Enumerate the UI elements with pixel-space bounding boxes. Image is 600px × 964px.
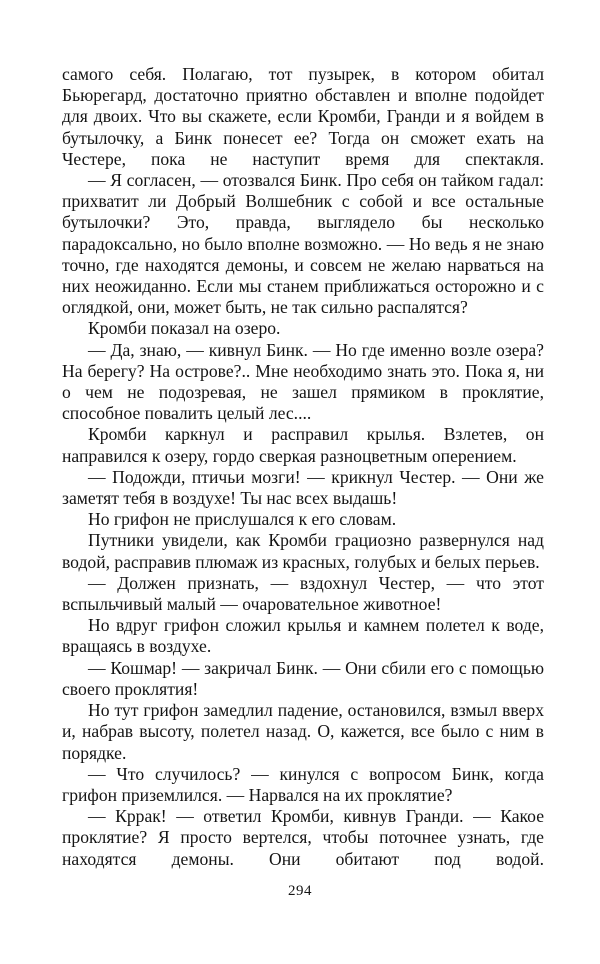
paragraph-13: — Что случилось? — кинулся с вопросом Бинк, когда грифон приземлился. — Нарвался на их проклятие?	[62, 763, 544, 805]
paragraph-14: — Кррак! — ответил Кромби, кивнув Гранди. — Какое проклятие? Я просто вертелся, чтобы поточнее узнать, где находятся демоны. Они обитают под водой.	[62, 806, 544, 869]
paragraph-8: Путники увидели, как Кромби грациозно развернулся над водой, расправив плюмаж из красных, голубых и белых перьев.	[62, 530, 544, 572]
paragraph-12: Но тут грифон замедлил падение, остановился, взмыл вверх и, набрав высоту, полетел назад. О, кажется, все было с ним в порядке.	[62, 700, 544, 763]
paragraph-10: Но вдруг грифон сложил крылья и камнем полетел к воде, вращаясь в воздухе.	[62, 615, 544, 657]
paragraph-6: — Подожди, птичьи мозги! — крикнул Честер. — Они же заметят тебя в воздухе! Ты нас всех выдашь!	[62, 466, 544, 509]
page-number: 294	[288, 883, 312, 899]
paragraph-2: — Я согласен, — отозвался Бинк. Про себя он тайком гадал: прихватит ли Добрый Волшебник с собой и все остальные бутылочки? Это, правда, выглядело бы несколько парадоксально, но было вполне возможно. — Но ведь я не знаю точно, где находятся демоны, и совсем не желаю нарваться на них неожиданно. Если мы станем приближаться осторожно и с оглядкой, они, может быть, не так сильно распалятся?	[62, 170, 544, 318]
paragraph-9: — Должен признать, — вздохнул Честер, — что этот вспыльчивый малый — очаровательное животное!	[62, 572, 544, 615]
paragraph-11: — Кошмар! — закричал Бинк. — Они сбили его с помощью своего проклятия!	[62, 657, 544, 699]
paragraph-1: самого себя. Полагаю, тот пузырек, в котором обитал Бьюрегард, достаточно приятно обставлен и вполне подойдет для двоих. Что вы скажете, если Кромби, Гранди и я войдем в бутылочку, а Бинк понесет ее? Тогда он сможет ехать на Честере, пока не наступит время для спектакля.	[62, 64, 544, 169]
body-text	[62, 64, 544, 870]
paragraph-5: Кромби каркнул и расправил крылья. Взлетев, он направился к озеру, гордо сверкая разноцветным оперением.	[62, 424, 544, 466]
paragraph-4: — Да, знаю, — кивнул Бинк. — Но где именно возле озера? На берегу? На острове?.. Мне необходимо знать это. Пока я, ни о чем не подозревая, не зашел прямиком в проклятие, способное повалить целый лес....	[62, 339, 544, 424]
paragraph-3: Кромби показал на озеро.	[88, 318, 281, 339]
paragraph-7: Но грифон не прислушался к его словам.	[88, 509, 397, 530]
